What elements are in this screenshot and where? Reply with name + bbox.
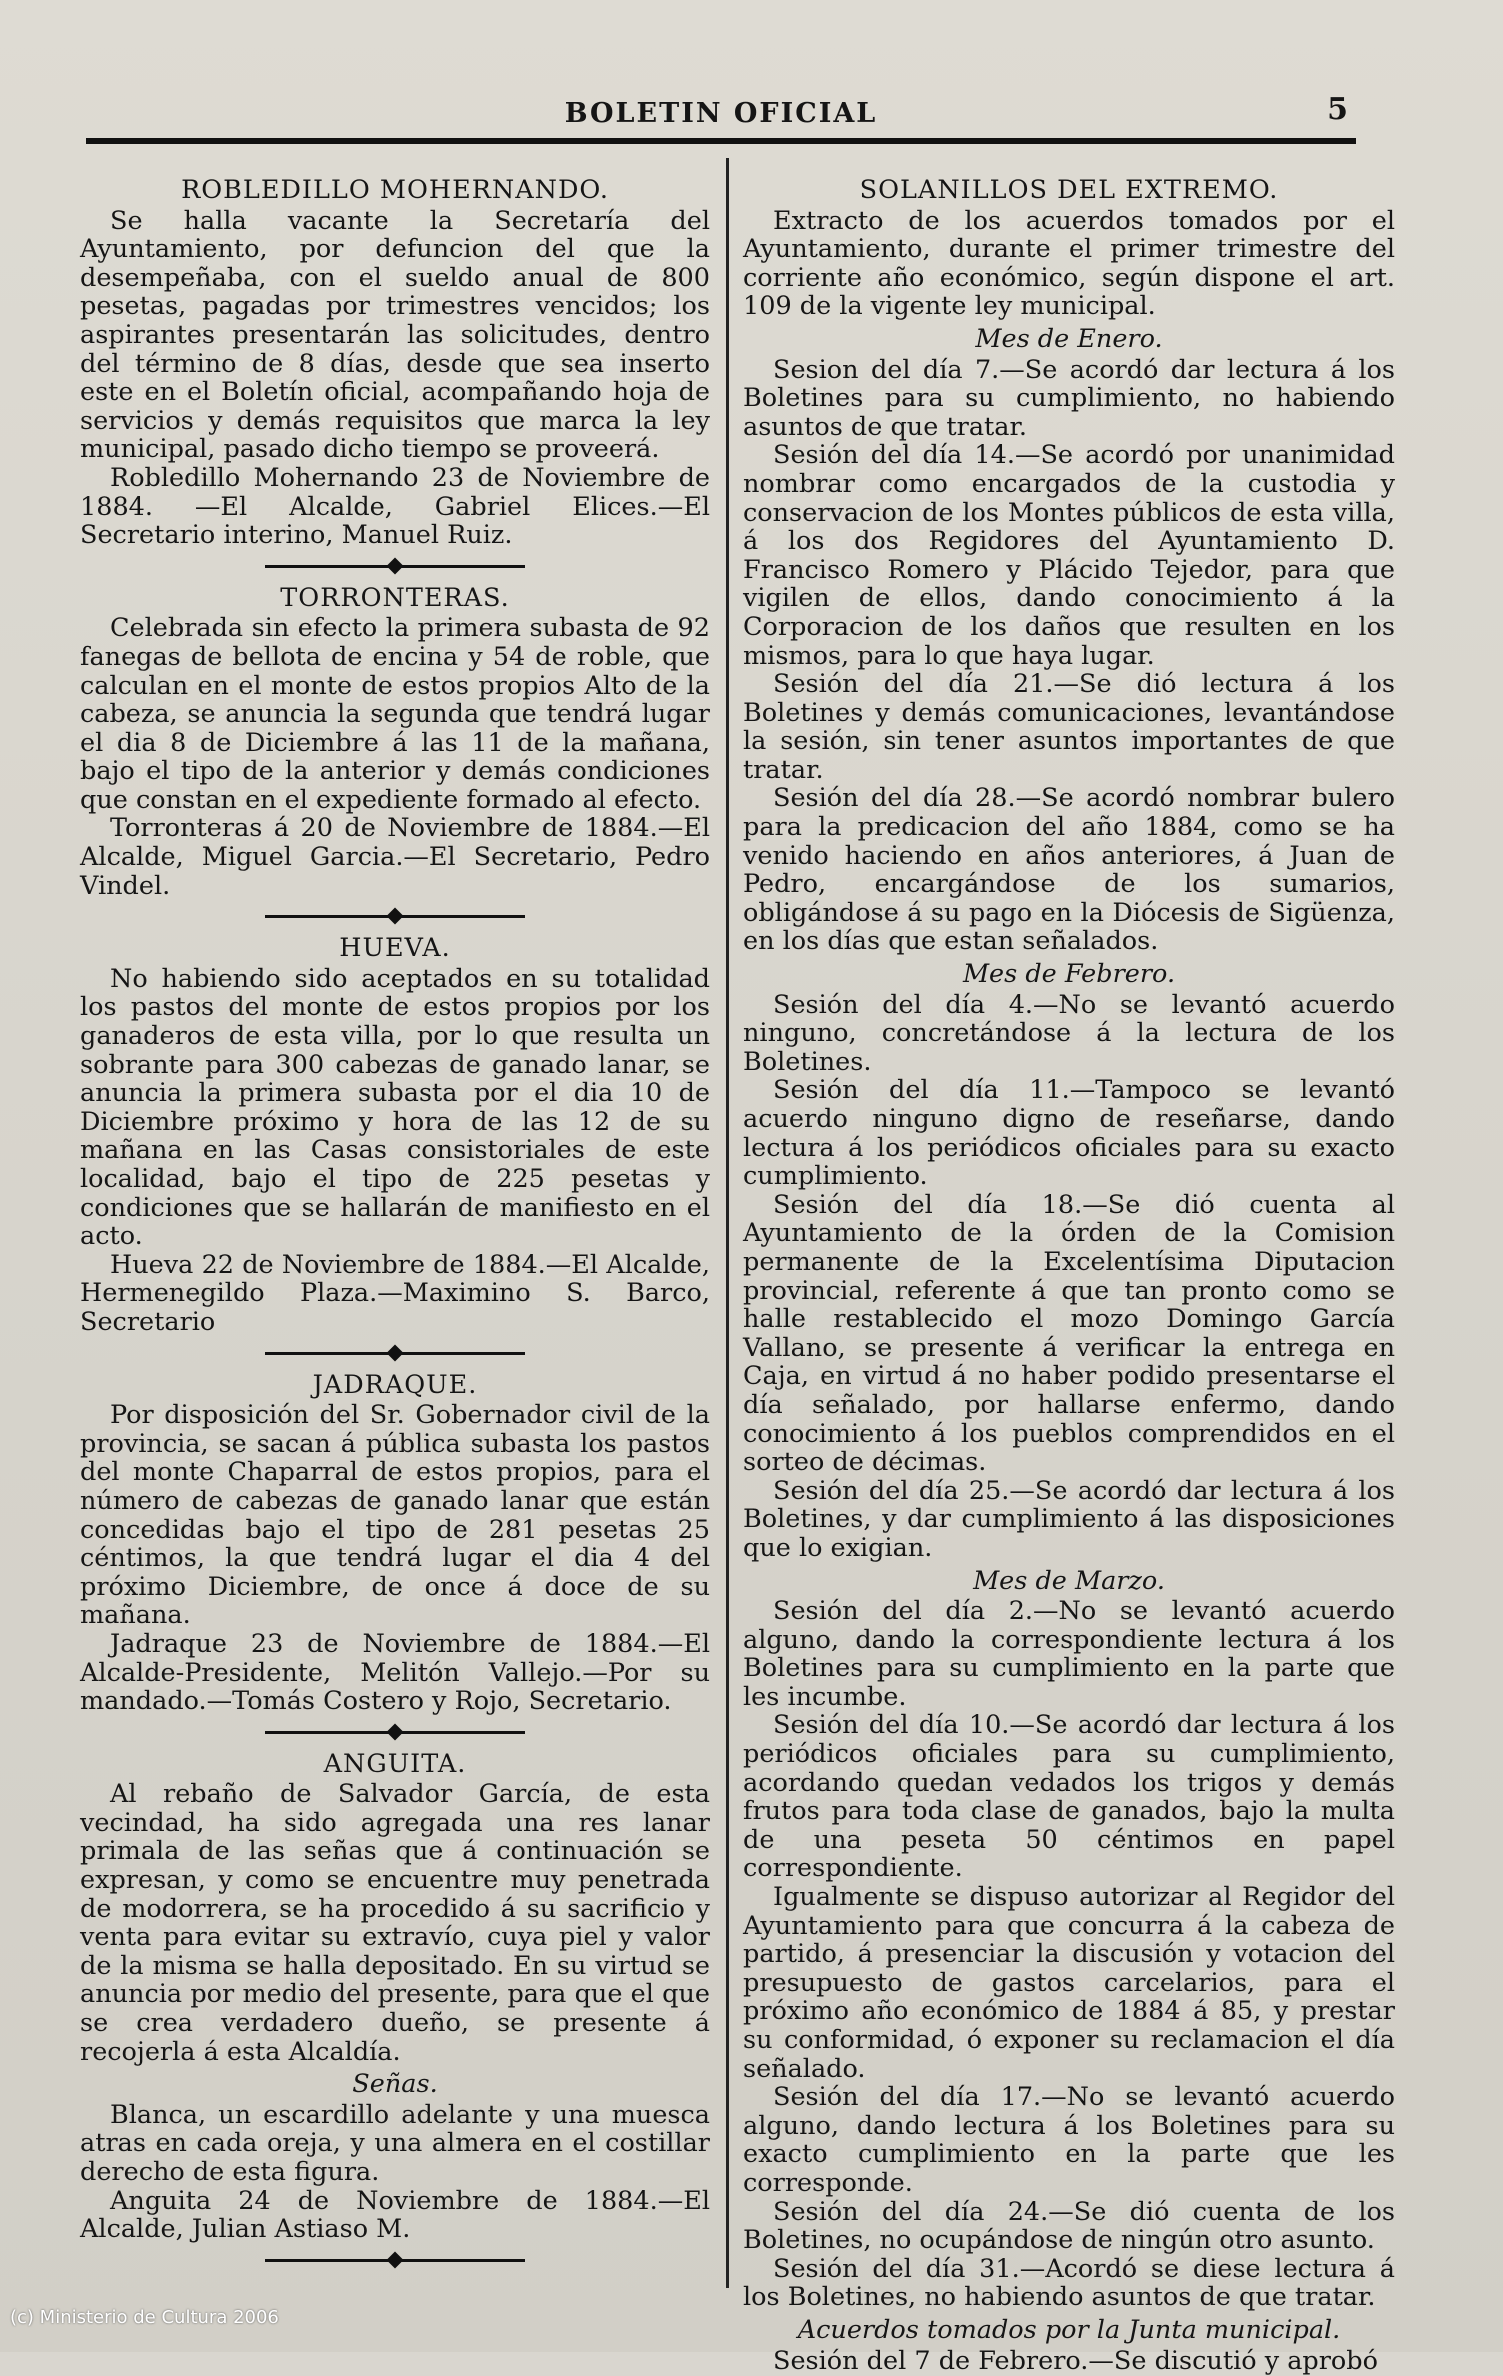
section-separator bbox=[80, 2248, 710, 2272]
paragraph: Hueva 22 de Noviembre de 1884.—El Alcalde, Hermenegildo Plaza.—Maximino S. Barco, Secretario bbox=[80, 1249, 710, 1337]
paragraph: Torronteras á 20 de Noviembre de 1884.—El Alcalde, Miguel Garcia.—El Secretario, Pedro Vindel. bbox=[80, 813, 710, 901]
session-entry: Sesión del día 24.—Se dió cuenta de los Boletines, no ocupándose de ningún otro asunto. bbox=[743, 2196, 1395, 2256]
session-entry: Sesión del día 10.—Se acordó dar lectura á los periódicos oficiales para su cumplimiento, acordando quedan vedados los trigos y demás frutos para toda clase de ganados, bajo la multa de una peseta 50 céntimos en papel correspondiente. bbox=[743, 1710, 1395, 1884]
copyright-notice: (c) Ministerio de Cultura 2006 bbox=[10, 2307, 279, 2328]
paragraph: Al rebaño de Salvador García, de esta vecindad, ha sido agregada una res lanar primala de las señas que á continuación se expresan, y como se encuentre muy penetrada de modorrera, se ha procedido á su sacrificio y venta para evitar su extravío, cuya piel y valor de la misma se halla depositado. En su virtud se anuncia por medio del presente, para que el que se crea verdadero dueño, se presente á recojerla á esta Alcaldía. bbox=[80, 1779, 710, 2067]
section-title-anguita: ANGUITA. bbox=[323, 1748, 467, 1779]
section-title-torronteras: TORRONTERAS. bbox=[280, 582, 510, 613]
section-separator bbox=[80, 904, 710, 928]
session-entry: Sesión del día 25.—Se acordó dar lectura á los Boletines, y dar cumplimiento á las disposiciones que lo exigian. bbox=[743, 1475, 1395, 1563]
paragraph: Anguita 24 de Noviembre de 1884.—El Alcalde, Julian Astiaso M. bbox=[80, 2185, 710, 2245]
subsection-title-senas: Señas. bbox=[352, 2069, 438, 2100]
session-entry: Sesión del día 4.—No se levantó acuerdo ninguno, concretándose á la lectura de los Boletines. bbox=[743, 989, 1395, 1077]
paragraph: Se halla vacante la Secretaría del Ayuntamiento, por defuncion del que la desempeñaba, con el sueldo anual de 800 pesetas, pagadas por trimestres vencidos; los aspirantes presentarán las solicitudes, dentro del término de 8 días, desde que sea inserto este en el Boletín oficial, acompañando hoja de servicios y demás requisitos que marca la ley municipal, pasado dicho tiempo se proveerá. bbox=[80, 205, 710, 465]
session-entry: Sesión del día 18.—Se dió cuenta al Ayuntamiento de la órden de la Comision permanente de la Excelentísima Diputacion provincial, referente á que tan pronto como se halle restablecido el mozo Domingo García Vallano, se presente á verificar la entrega en Caja, en virtud á no haber podido presentarse el día señalado, por hallarse enfermo, dando conocimiento á los pueblos comprendidos en el sorteo de décimas. bbox=[743, 1189, 1395, 1478]
session-entry: Sesión del día 2.—No se levantó acuerdo alguno, dando la correspondiente lectura á los Boletines para su cumplimiento en la parte que les incumbe. bbox=[743, 1596, 1395, 1712]
session-entry: Sesión del día 17.—No se levantó acuerdo alguno, dando lectura á los Boletines para su exacto cumplimiento en la parte que les corresponde. bbox=[743, 2082, 1395, 2198]
session-entry: Sesión del día 14.—Se acordó por unanimidad nombrar como encargados de la custodia y conservacion de los Montes públicos de esta villa, á los dos Regidores del Ayuntamiento D. Francisco Romero y Plácido Tejedor, para que vigilen de ellos, dando conocimiento á la Corporacion de los daños que resulten en los mismos, para lo que haya lugar. bbox=[743, 440, 1395, 671]
junta-heading: Acuerdos tomados por la Junta municipal. bbox=[797, 2314, 1341, 2345]
month-heading-marzo: Mes de Marzo. bbox=[973, 1565, 1165, 1596]
section-separator bbox=[80, 1341, 710, 1365]
section-separator bbox=[80, 1720, 710, 1744]
intro-paragraph: Extracto de los acuerdos tomados por el Ayuntamiento, durante el primer trimestre del corriente año económico, según dispone el art. 109 de la vigente ley municipal. bbox=[743, 205, 1395, 322]
session-entry: Sesion del día 7.—Se acordó dar lectura á los Boletines para su cumplimiento, no habiendo asuntos de que tratar. bbox=[743, 354, 1395, 442]
paragraph: Robledillo Mohernando 23 de Noviembre de 1884. —El Alcalde, Gabriel Elices.—El Secretario interino, Manuel Ruiz. bbox=[80, 462, 710, 551]
session-entry: Igualmente se dispuso autorizar al Regidor del Ayuntamiento para que concurra á la cabeza de partido, á presenciar la discusión y votacion del presupuesto de gastos carcelarios, para el próximo año económico de 1884 á 85, y prestar su conformidad, ó exponer su reclamacion el día señalado. bbox=[743, 1882, 1395, 2084]
session-entry: Sesión del día 11.—Tampoco se levantó acuerdo ninguno digno de reseñarse, dando lectura á los periódicos oficiales para su exacto cumplimiento. bbox=[743, 1075, 1395, 1192]
paragraph: Jadraque 23 de Noviembre de 1884.—El Alcalde-Presidente, Melitón Vallejo.—Por su mandado.—Tomás Costero y Rojo, Secretario. bbox=[80, 1628, 710, 1717]
session-entry: Sesión del día 28.—Se acordó nombrar bulero para la predicacion del año 1884, como se ha venido haciendo en años anteriores, á Juan de Pedro, encargándose de los sumarios, obligándose á su pago en la Diócesis de Sigüenza, en los días que estan señalados. bbox=[743, 783, 1395, 957]
section-title-jadraque: JADRAQUE. bbox=[312, 1369, 478, 1400]
right-column bbox=[743, 170, 1395, 2376]
header-rule bbox=[86, 138, 1356, 144]
session-entry: Sesión del 7 de Febrero.—Se discutió y aprobó bbox=[773, 2345, 1378, 2376]
month-heading-enero: Mes de Enero. bbox=[975, 323, 1163, 354]
section-title-solanillos: SOLANILLOS DEL EXTREMO. bbox=[859, 175, 1279, 205]
column-divider bbox=[726, 158, 729, 2288]
paragraph: Blanca, un escardillo adelante y una muesca atras en cada oreja, y una almera en el costillar derecho de esta figura. bbox=[80, 2099, 710, 2187]
section-title-hueva: HUEVA. bbox=[339, 933, 451, 964]
left-column bbox=[80, 170, 710, 2310]
section-title-robledillo: ROBLEDILLO MOHERNANDO. bbox=[181, 175, 609, 205]
section-separator bbox=[80, 554, 710, 578]
session-entry: Sesión del día 31.—Acordó se diese lectura á los Boletines, no habiendo asuntos de que tratar. bbox=[743, 2253, 1395, 2313]
session-entry: Sesión del día 21.—Se dió lectura á los Boletines y demás comunicaciones, levantándose la sesión, sin tener asuntos importantes de que tratar. bbox=[743, 669, 1395, 785]
month-heading-febrero: Mes de Febrero. bbox=[962, 959, 1176, 990]
page-number: 5 bbox=[1327, 92, 1348, 127]
page-header bbox=[86, 86, 1356, 146]
paragraph: Celebrada sin efecto la primera subasta de 92 fanegas de bellota de encina y 54 de roble, que calculan en el monte de estos propios Alto de la cabeza, se anuncia la segunda que tendrá lugar el dia 8 de Diciembre á las 11 de la mañana, bajo el tipo de la anterior y demás condiciones que constan en el expediente formado al efecto. bbox=[80, 613, 710, 815]
newspaper-title: BOLETIN OFICIAL bbox=[564, 98, 878, 129]
paragraph: Por disposición del Sr. Gobernador civil de la provincia, se sacan á pública subasta los pastos del monte Chaparral de estos propios, para el número de cabezas de ganado lanar que están concedidas bajo el tipo de 281 pesetas 25 céntimos, la que tendrá lugar el dia 4 del próximo Diciembre, de once á doce de su mañana. bbox=[80, 1400, 710, 1631]
paragraph: No habiendo sido aceptados en su totalidad los pastos del monte de estos propios por los ganaderos de esta villa, por lo que resulta un sobrante para 300 cabezas de ganado lanar, se anuncia la primera subasta por el dia 10 de Diciembre próximo y hora de las 12 de su mañana en las Casas consistoriales de este localidad, bajo el tipo de 225 pesetas y condiciones que se hallarán de manifiesto en el acto. bbox=[80, 963, 710, 1252]
